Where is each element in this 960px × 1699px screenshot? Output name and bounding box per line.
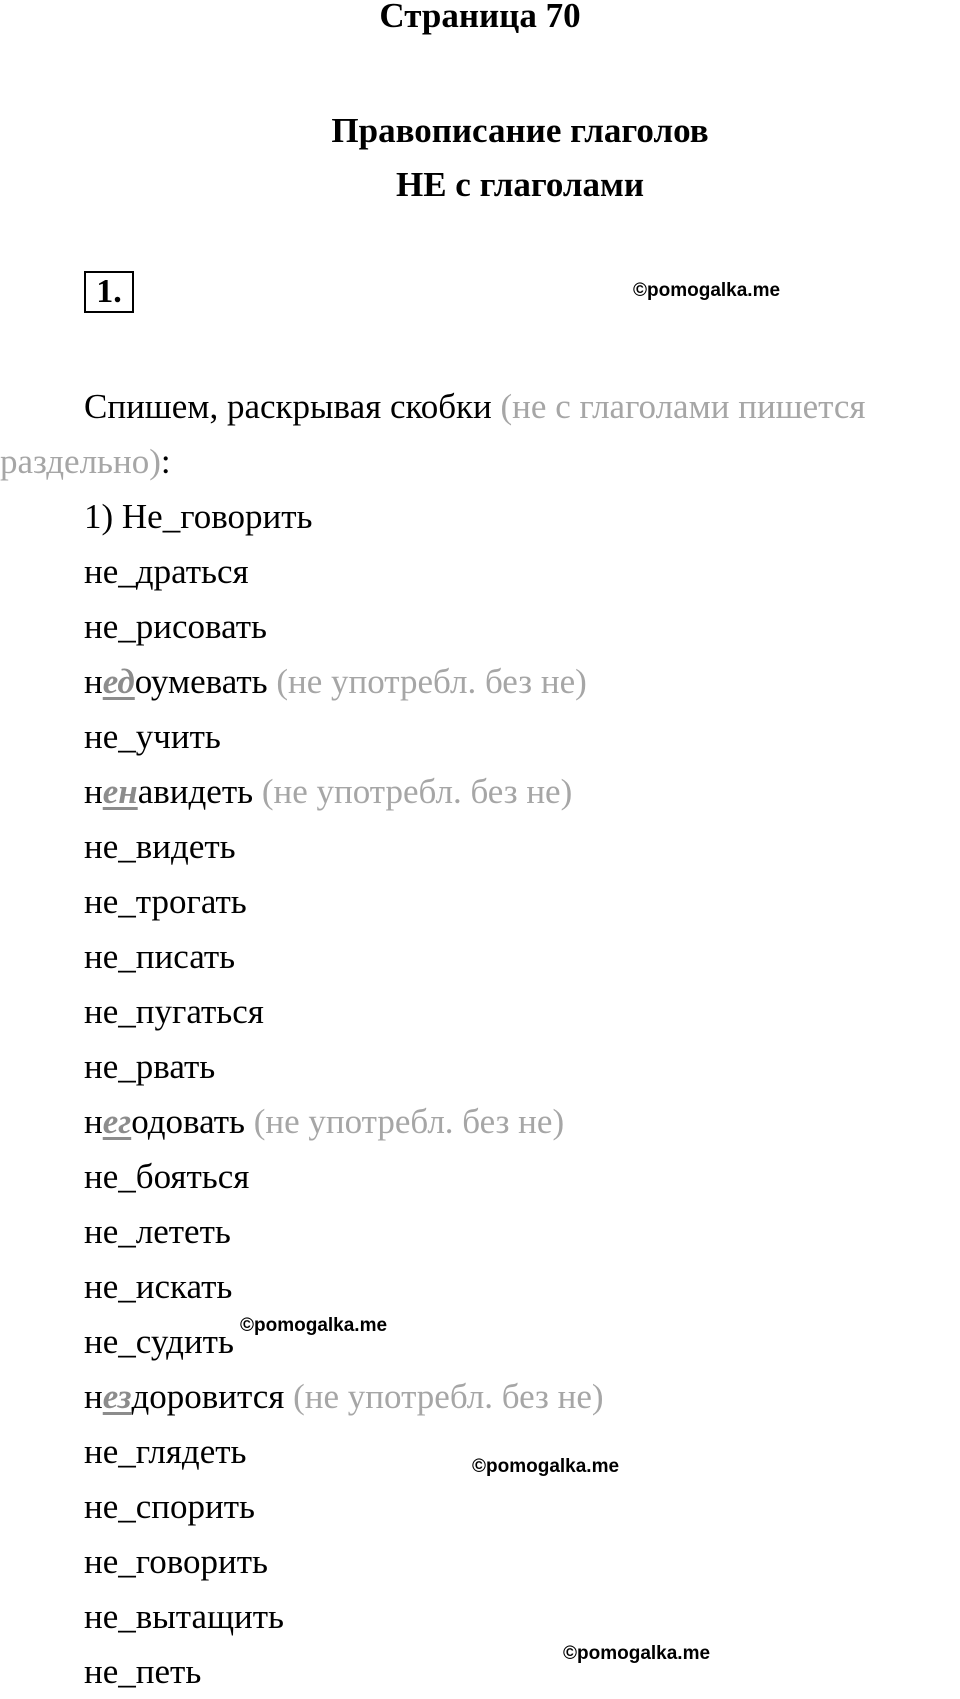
word-text: не_искать (84, 1267, 233, 1306)
watermark: ©pomogalka.me (633, 280, 781, 301)
word-text: не_глядеть (84, 1432, 247, 1471)
list-item (84, 489, 604, 544)
word-text: не_трогать (84, 882, 247, 921)
word-prefix: н (84, 1377, 103, 1416)
intro-line-1 (84, 387, 866, 427)
watermark: ©pomogalka.me (563, 1643, 711, 1664)
list-item (84, 929, 604, 984)
list-item (84, 654, 604, 709)
word-prefix: н (84, 1102, 103, 1141)
page-title: Страница 70 (379, 0, 581, 35)
word-text: 1) Не_говорить (84, 497, 313, 536)
word-note: (не употребл. без не) (244, 1102, 565, 1141)
list-item (84, 1259, 604, 1314)
section-heading (0, 104, 960, 212)
word-prefix: н (84, 772, 103, 811)
list-item (84, 1369, 604, 1424)
word-suffix: авидеть (137, 772, 254, 811)
word-text: не_спорить (84, 1487, 256, 1526)
list-item (84, 874, 604, 929)
list-item (84, 1534, 604, 1589)
word-suffix: доровится (131, 1377, 285, 1416)
list-item (84, 1149, 604, 1204)
list-item (84, 819, 604, 874)
list-item (84, 599, 604, 654)
word-list (84, 489, 604, 1699)
intro-note-part1: (не с глаголами пишется (500, 387, 866, 426)
list-item (84, 1589, 604, 1644)
word-text: не_писать (84, 937, 236, 976)
word-text: не_говорить (84, 1542, 269, 1581)
word-text: не_учить (84, 717, 221, 756)
word-text: не_рвать (84, 1047, 216, 1086)
list-item (84, 1479, 604, 1534)
word-text: не_вытащить (84, 1597, 285, 1636)
watermark: ©pomogalka.me (240, 1315, 388, 1336)
word-text: не_видеть (84, 827, 236, 866)
list-item (84, 1424, 604, 1479)
highlighted-letters: ед (102, 662, 135, 701)
highlighted-letters: ег (102, 1102, 132, 1141)
task-number-box: 1. (84, 271, 134, 313)
intro-colon: : (160, 442, 171, 481)
list-item (84, 709, 604, 764)
list-item (84, 544, 604, 599)
word-suffix: оумевать (134, 662, 268, 701)
word-note: (не употребл. без не) (253, 772, 573, 811)
word-text: не_пугаться (84, 992, 264, 1031)
word-text: не_бояться (84, 1157, 250, 1196)
highlighted-letters: ез (102, 1377, 132, 1416)
list-item (84, 984, 604, 1039)
word-suffix: одовать (131, 1102, 245, 1141)
intro-line-2 (0, 442, 171, 482)
list-item (84, 1204, 604, 1259)
word-text: не_лететь (84, 1212, 231, 1251)
intro-note-part2: раздельно) (0, 442, 161, 481)
word-note: (не употребл. без не) (267, 662, 587, 701)
word-text: не_петь (84, 1652, 202, 1691)
intro-text: Спишем, раскрывая скобки (84, 387, 501, 426)
word-text: не_судить (84, 1322, 234, 1361)
list-item (84, 1039, 604, 1094)
list-item (84, 1314, 604, 1369)
word-text: не_драться (84, 552, 249, 591)
highlighted-letters: ен (102, 772, 138, 811)
word-text: не_рисовать (84, 607, 267, 646)
heading-line-1: Правописание глаголов (331, 111, 709, 150)
watermark: ©pomogalka.me (472, 1456, 620, 1477)
heading-line-2: НЕ с глаголами (395, 165, 645, 204)
word-note: (не употребл. без не) (284, 1377, 604, 1416)
list-item (84, 764, 604, 819)
word-prefix: н (84, 662, 103, 701)
list-item (84, 1094, 604, 1149)
